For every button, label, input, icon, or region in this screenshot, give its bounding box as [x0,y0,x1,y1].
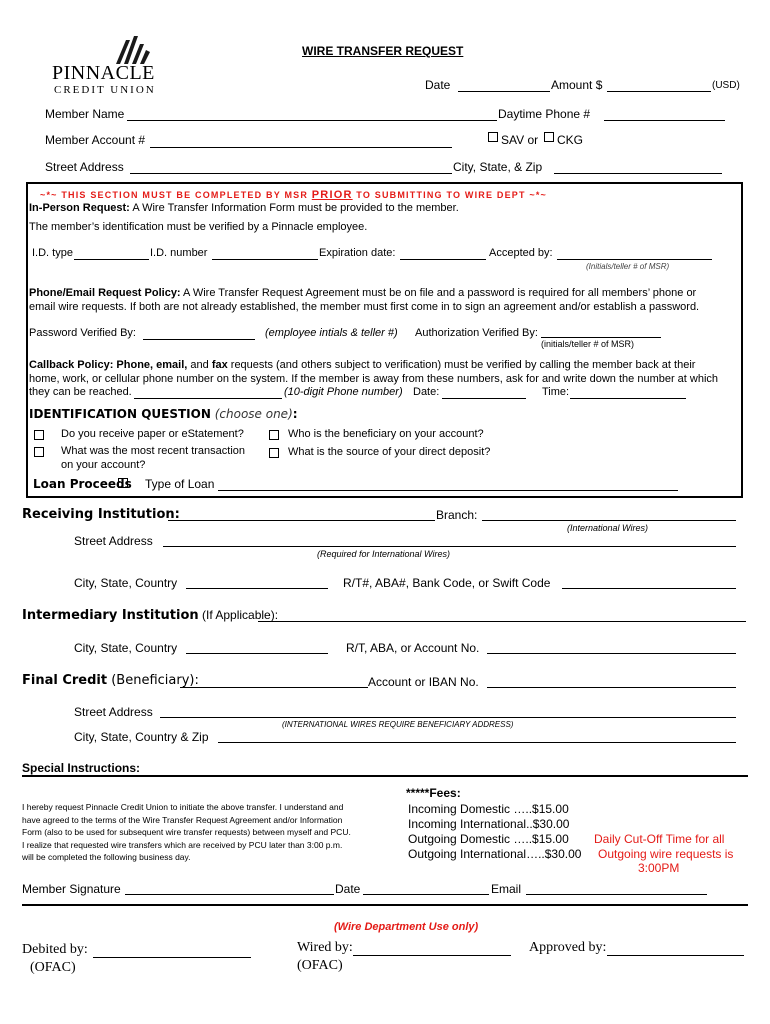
q4-checkbox[interactable] [269,448,279,458]
id-type-field[interactable] [74,259,149,260]
cutoff-line2: Outgoing wire requests is [598,847,734,861]
approved-by-label: Approved by: [529,940,607,955]
id-question-label: IDENTIFICATION QUESTION [29,407,211,421]
ofac-label-2: (OFAC) [297,958,343,973]
signature-date-label: Date [335,882,361,896]
type-of-loan-label: Type of Loan [145,477,215,491]
member-signature-label: Member Signature [22,882,121,896]
callback-label: Callback Policy: Phone, email, [29,359,188,371]
logo-sub: CREDIT UNION [54,84,156,96]
daytime-phone-label: Daytime Phone # [498,107,591,121]
loan-proceeds-checkbox[interactable] [118,478,128,488]
wired-by-label: Wired by: [297,940,353,955]
auth-line2: have agreed to the terms of the Wire Transfer Request Agreement and/or Information [22,814,343,825]
initials-msr2-note: (initials/teller # of MSR) [541,339,635,349]
receiving-street-label: Street Address [74,534,153,548]
phone-email-policy [29,287,696,299]
callback-text2: home, work, or cellular phone number on the system. If the member is away from these numbers, ask for and write down the number at which [29,373,719,385]
member-account-field[interactable] [150,147,452,148]
email-label: Email [491,882,522,896]
fee-incoming-domestic: Incoming Domestic …..$15.00 [408,802,569,816]
q3-checkbox[interactable] [34,447,44,457]
final-credit-heading [22,673,199,688]
intermediary-city-label: City, State, Country [74,641,178,655]
receiving-street-field[interactable] [163,546,736,547]
final-street-label: Street Address [74,705,153,719]
approved-by-field[interactable] [607,955,744,956]
receiving-routing-field[interactable] [562,588,736,589]
account-iban-label: Account or IBAN No. [368,675,479,689]
branch-label: Branch: [436,508,478,522]
amount-label: Amount $ [551,78,603,92]
intermediary-routing-label: R/T, ABA, or Account No. [346,641,480,655]
fee-incoming-international: Incoming International..$30.00 [408,817,570,831]
auth-line1: I hereby request Pinnacle Credit Union to initiate the above transfer. I understand and [22,802,344,812]
if-applicable-label: (If Applicable): [198,608,279,622]
form-title: WIRE TRANSFER REQUEST [302,44,464,58]
initials-msr-note: (Initials/teller # of MSR) [586,262,670,271]
final-city-field[interactable] [218,742,736,743]
authorization-verified-label: Authorization Verified By: [415,327,538,339]
inperson-request [29,202,459,214]
special-instructions-divider [22,775,748,777]
id-question-colon: : [292,407,298,421]
final-city-label: City, State, Country & Zip [74,730,209,744]
callback-time-label: Time: [542,386,570,398]
fees-title: *****Fees: [406,786,461,800]
id-question-heading [29,407,298,421]
intermediary-label: Intermediary Institution [22,608,199,623]
authorization-verified-field[interactable] [541,337,661,338]
receiving-city-field[interactable] [186,588,328,589]
receiving-city-label: City, State, Country [74,576,178,590]
street-address-field[interactable] [130,173,452,174]
employee-initials-note: (employee intials & teller #) [265,327,398,339]
cutoff-line3: 3:00PM [638,861,680,875]
member-name-label: Member Name [45,107,125,121]
inperson-label: In-Person Request: [29,202,130,214]
daytime-phone-field[interactable] [604,120,725,121]
id-type-label: I.D. type [32,247,73,259]
phone-email-text2: email wire requests. If both are not already established, the member must first come in to sign an agreement and/or establish a password. [29,301,700,313]
phone-email-text1: A Wire Transfer Request Agreement must be on file and a password is required for all members’ phone or [183,287,697,299]
member-signature-field[interactable] [125,894,334,895]
type-of-loan-field[interactable] [218,490,678,491]
special-instructions-label: Special Instructions: [22,761,141,775]
auth-line3: Form (also to be used for subsequent wire transfer requests) between myself and PCU. [22,827,351,837]
auth-line5: will be completed the following business day. [22,852,191,862]
fee-outgoing-domestic: Outgoing Domestic …..$15.00 [408,832,569,846]
id-verify-text: The member’s identification must be verified by a Pinnacle employee. [29,221,368,233]
required-intl-note: (Required for International Wires) [317,549,450,559]
street-address-label: Street Address [45,160,124,174]
account-iban-field[interactable] [487,687,736,688]
authorization-text [22,801,351,864]
wire-dept-use-only: (Wire Department Use only) [334,921,479,933]
sav-checkbox[interactable] [488,132,498,142]
phone-email-label: Phone/Email Request Policy: [29,287,181,299]
callback-text3: they can be reached. [29,386,132,398]
debited-by-field[interactable] [93,957,251,958]
password-verified-label: Password Verified By: [29,327,136,339]
signature-date-field[interactable] [363,894,489,895]
intermediary-routing-field[interactable] [487,653,736,654]
q1-checkbox[interactable] [34,430,44,440]
member-name-field[interactable] [127,120,497,121]
receiving-routing-label: R/T#, ABA#, Bank Code, or Swift Code [343,576,551,590]
q3-label-line1: What was the most recent transaction [61,445,246,457]
msr-banner-part2: TO SUBMITTING TO WIRE DEPT ~*~ [352,190,547,200]
amount-field[interactable] [607,91,711,92]
member-account-label: Member Account # [45,133,146,147]
beneficiary-label: (Beneficiary) [107,673,195,688]
q3-label-line2: on your account? [61,459,146,471]
ten-digit-note: (10-digit Phone number) [284,386,403,398]
city-state-zip-label: City, State, & Zip [453,160,543,174]
accepted-by-field[interactable] [557,259,712,260]
id-number-label: I.D. number [150,247,208,259]
ofac-label-1: (OFAC) [30,960,76,975]
ckg-label: CKG [557,133,584,147]
callback-time-field[interactable] [570,398,686,399]
msr-banner-prior: PRIOR [311,189,353,201]
callback-phone-field[interactable] [134,398,282,399]
q4-label: What is the source of your direct deposit? [288,446,491,458]
accepted-by-label: Accepted by: [489,247,553,259]
international-wires-note: (International Wires) [567,523,648,533]
loan-proceeds-label: Loan Proceeds [33,477,132,491]
auth-line4: I realize that requested wire transfers which are received by PCU later than 3:00 p.m. [22,839,343,850]
ckg-checkbox[interactable] [544,132,554,142]
choose-one-note: (choose one) [210,407,293,421]
intermediary-field[interactable] [258,621,746,622]
final-credit-field[interactable] [180,687,368,688]
logo-name: PINNACLE [52,62,155,84]
msr-banner-part1: ~*~ THIS SECTION MUST BE COMPLETED BY MSR [40,190,312,200]
expiration-field[interactable] [400,259,486,260]
callback-date-field[interactable] [442,398,526,399]
callback-fax: fax [211,359,228,371]
final-credit-label: Final Credit [22,673,108,688]
final-street-field[interactable] [160,717,736,718]
inperson-text: A Wire Transfer Information Form must be provided to the member. [132,202,459,214]
debited-by-label: Debited by: [22,942,88,957]
date-field[interactable] [458,91,550,92]
wired-by-field[interactable] [353,955,511,956]
callback-policy [29,359,695,371]
email-field[interactable] [526,894,707,895]
callback-and: and [187,359,212,371]
date-label: Date [425,78,451,92]
city-state-zip-field[interactable] [554,173,722,174]
intermediary-city-field[interactable] [186,653,328,654]
password-verified-field[interactable] [143,339,255,340]
callback-text1: requests (and others subject to verification) must be verified by calling the member back at their [227,359,696,371]
q2-label: Who is the beneficiary on your account? [288,428,484,440]
id-number-field[interactable] [212,259,318,260]
receiving-institution-label: Receiving Institution: [22,507,180,522]
q2-checkbox[interactable] [269,430,279,440]
intl-beneficiary-note: (INTERNATIONAL WIRES REQUIRE BENEFICIARY ADDRESS) [282,720,514,729]
q1-label: Do you receive paper or eStatement? [61,428,244,440]
expiration-label: Expiration date: [319,247,396,259]
msr-banner [40,189,547,201]
wire-dept-divider [22,904,748,906]
usd-label: (USD) [712,80,740,91]
sav-or-label: SAV or [501,133,539,147]
receiving-institution-field[interactable] [168,520,435,521]
callback-date-label: Date: [413,386,440,398]
final-credit-colon: : [194,673,199,688]
branch-field[interactable] [482,520,736,521]
intermediary-heading [22,608,278,623]
cutoff-line1: Daily Cut-Off Time for all [594,832,725,846]
fee-outgoing-international: Outgoing International…..$30.00 [408,847,582,861]
